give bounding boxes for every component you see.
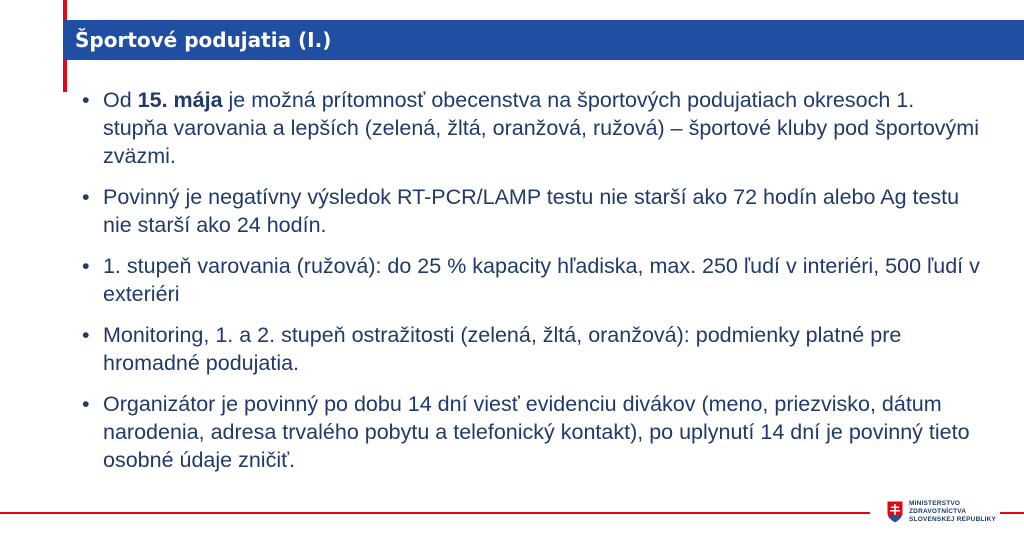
logo-line-1: MINISTERSTVO — [909, 500, 961, 507]
list-item — [82, 183, 982, 239]
bullet-text-bold: 15. mája — [137, 88, 223, 112]
bullet-text: 1. stupeň varovania (ružová): do 25 % kapacity hľadiska, max. 250 ľudí v interiéri, 500 ľudí v exteriéri — [103, 254, 980, 306]
footer-divider — [0, 512, 870, 514]
slovak-crest-icon — [886, 500, 904, 524]
list-item — [82, 252, 982, 308]
logo-text — [909, 500, 996, 524]
bullet-icon: • — [82, 392, 90, 416]
side-accent-line — [63, 60, 67, 92]
bullet-icon: • — [82, 254, 90, 278]
bullet-icon: • — [82, 88, 90, 112]
bullet-text: Organizátor je povinný po dobu 14 dní viesť evidenciu divákov (meno, priezvisko, dátum narodenia, adresa trvalého pobytu a telefonický kontakt), po uplynutí 14 dní je povinný tieto osobné údaje zničiť. — [103, 392, 970, 472]
bullet-text: Monitoring, 1. a 2. stupeň ostražitosti (zelená, žltá, oranžová): podmienky platné pre hromadné podujatia. — [103, 323, 902, 375]
list-item — [82, 86, 982, 170]
bullet-list — [82, 86, 982, 487]
ministry-logo — [886, 500, 1011, 536]
bullet-text-rest: je možná prítomnosť obecenstva na športových podujatiach okresoch 1. stupňa varovania a lepších (zelená, žltá, oranžová, ružová) – športové kluby pod športovými zväzmi. — [103, 88, 979, 168]
bullet-text: Povinný je negatívny výsledok RT-PCR/LAMP testu nie starší ako 72 hodín alebo Ag testu nie starší ako 24 hodín. — [103, 185, 960, 237]
slide-title: Športové podujatia (I.) — [63, 20, 1024, 60]
bullet-icon: • — [82, 185, 90, 209]
logo-line-3: SLOVENSKEJ REPUBLIKY — [909, 516, 997, 523]
list-item — [82, 390, 982, 474]
bullet-icon: • — [82, 323, 90, 347]
list-item — [82, 321, 982, 377]
bullet-text-prefix: Od — [103, 88, 138, 112]
top-accent-line — [63, 0, 67, 20]
logo-line-2: ZDRAVOTNÍCTVA — [909, 508, 967, 515]
